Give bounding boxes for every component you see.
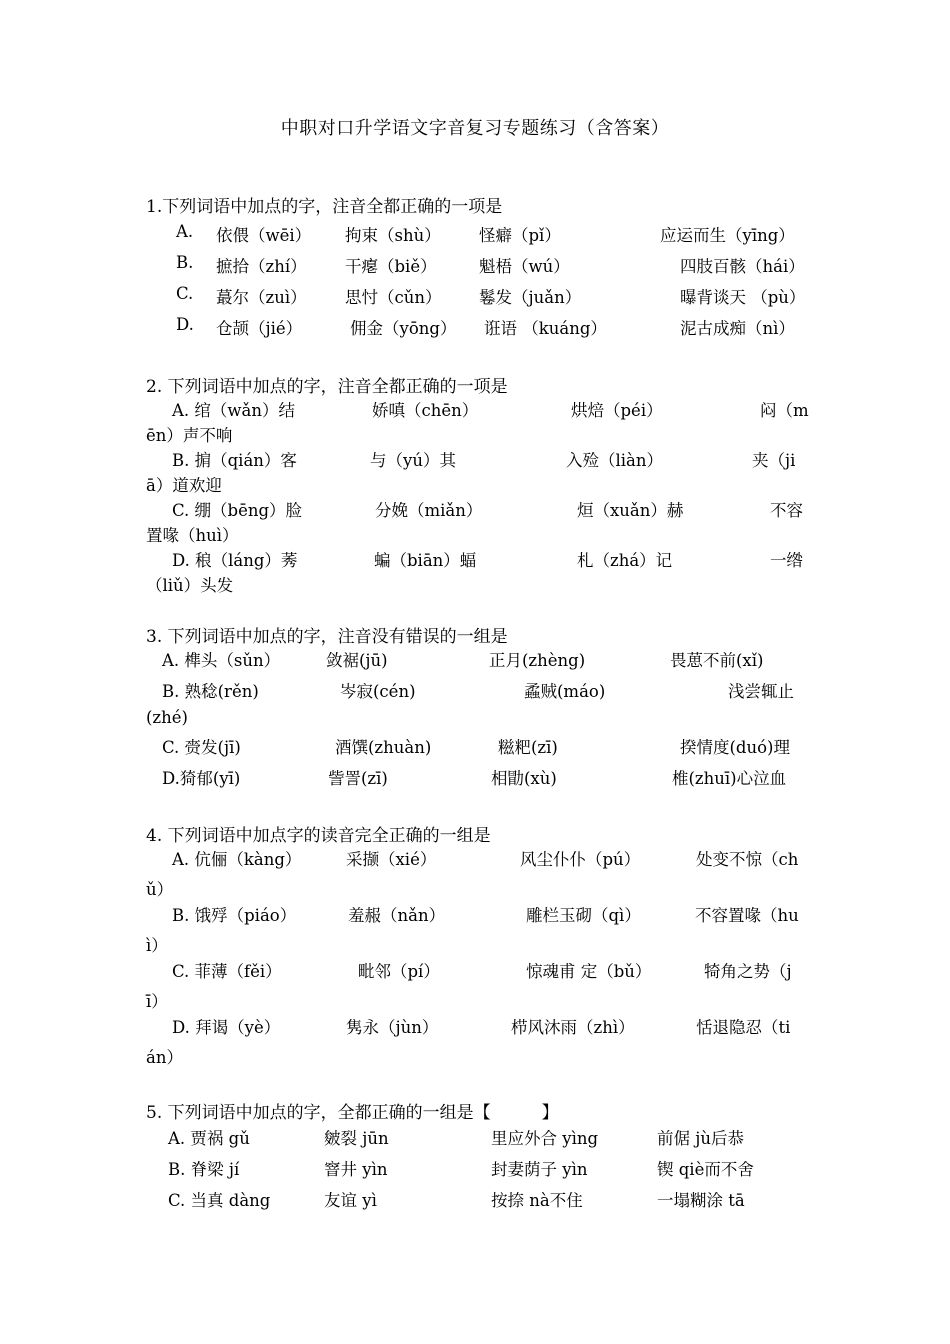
option-item: 札（zhá）记 <box>577 551 673 570</box>
question-4-option-d <box>0 1014 950 1040</box>
option-item: A. 榫头（sǔn） <box>162 651 281 670</box>
option-item: 封妻荫子 yìn <box>491 1160 588 1179</box>
option-item: 拘束（shù） <box>345 226 441 245</box>
option-item: 羞赧（nǎn） <box>348 906 446 925</box>
option-item: 正月(zhèng) <box>489 651 586 670</box>
question-1-option-b <box>0 253 950 279</box>
option-item: 风尘仆仆（pú） <box>520 850 641 869</box>
option-item: 浅尝辄止 <box>728 682 794 701</box>
option-item: C. 绷（bēng）脸 <box>172 501 303 520</box>
question-4-stem: 4. 下列词语中加点字的读音完全正确的一组是 <box>146 826 491 846</box>
question-1-option-a <box>0 222 950 248</box>
question-1-option-d <box>0 315 950 341</box>
option-letter: A. <box>176 222 194 241</box>
option-letter: B. <box>176 253 194 272</box>
question-3-option-d <box>0 765 950 791</box>
option-item: 畏葸不前(xǐ) <box>670 651 764 670</box>
option-item: 诳语 （kuáng） <box>484 319 607 338</box>
option-item: A. 贾祸 gǔ <box>168 1129 250 1148</box>
option-item: 曝背谈天 （pù） <box>680 288 806 307</box>
option-item: 岑寂(cén) <box>340 682 416 701</box>
option-item: D. 稂（láng）莠 <box>172 551 298 570</box>
question-3-stem: 3. 下列词语中加点的字，注音没有错误的一组是 <box>146 627 508 647</box>
question-3-option-a <box>0 647 950 673</box>
option-item: 泥古成痴（nì） <box>680 319 795 338</box>
question-4-option-b <box>0 902 950 928</box>
option-item: 恬退隐忍（ti <box>696 1018 791 1037</box>
option-item: 依偎（wēi） <box>216 226 312 245</box>
option-item: C. 赍发(jī) <box>162 738 241 757</box>
option-item: 一塌糊涂 tā <box>657 1191 745 1210</box>
option-item: 魁梧（wú） <box>479 257 570 276</box>
option-item: 怪癖（pǐ） <box>479 226 561 245</box>
option-continuation: ēn）声不响 <box>146 426 233 445</box>
option-item: 分娩（miǎn） <box>375 501 483 520</box>
option-item: 一绺 <box>770 551 803 570</box>
question-2-option-c <box>0 497 950 523</box>
option-item: 不容置喙（hu <box>695 906 799 925</box>
option-item: 栉风沐雨（zhì） <box>511 1018 635 1037</box>
question-3-option-c <box>0 734 950 760</box>
option-item: 入殓（liàn） <box>566 451 664 470</box>
option-item: 里应外合 yìng <box>491 1129 599 1148</box>
option-item: 皴裂 jūn <box>324 1129 389 1148</box>
option-item: 佣金（yōng） <box>350 319 457 338</box>
option-item: 仓颉（jié） <box>216 319 303 338</box>
option-item: 烘焙（péi） <box>571 401 663 420</box>
question-2-option-a <box>0 397 950 423</box>
option-item: 友谊 yì <box>324 1191 377 1210</box>
option-item: 敛裾(jū) <box>326 651 388 670</box>
option-item: B. 熟稔(rěn) <box>162 682 259 701</box>
option-item: 娇嗔（chēn） <box>372 401 479 420</box>
option-item: D.猗郁(yī) <box>162 769 241 788</box>
option-item: 应运而生（yīng） <box>660 226 795 245</box>
question-3-option-b <box>0 678 950 704</box>
option-item: 椎(zhuī)心泣血 <box>672 769 787 788</box>
option-item: 夹（ji <box>752 451 796 470</box>
option-item: A. 绾（wǎn）结 <box>172 401 295 420</box>
option-item: 相勖(xù) <box>491 769 557 788</box>
option-item: C. 当真 dàng <box>168 1191 271 1210</box>
option-continuation: (zhé) <box>146 708 188 727</box>
question-4-option-c <box>0 958 950 984</box>
option-item: 四肢百骸（hái） <box>680 257 805 276</box>
option-item: 采撷（xié） <box>346 850 437 869</box>
option-item: 毗邻（pí） <box>358 962 440 981</box>
question-2-option-b <box>0 447 950 473</box>
question-2-stem: 2. 下列词语中加点的字，注音全都正确的一项是 <box>146 377 508 397</box>
option-letter: C. <box>176 284 194 303</box>
option-item: 窨井 yìn <box>324 1160 388 1179</box>
option-item: 蕞尔（zuì） <box>216 288 307 307</box>
option-item: D. 拜谒（yè） <box>172 1018 281 1037</box>
option-item: 前倨 jù后恭 <box>657 1129 744 1148</box>
question-5-stem: 5. 下列词语中加点的字，全都正确的一组是【 】 <box>146 1103 559 1123</box>
option-item: 摭拾（zhí） <box>216 257 307 276</box>
option-continuation: 置喙（huì） <box>146 526 239 545</box>
option-item: C. 菲薄（fěi） <box>172 962 282 981</box>
option-item: 按捺 nà不住 <box>491 1191 583 1210</box>
option-item: 锲 qiè而不舍 <box>657 1160 754 1179</box>
option-letter: D. <box>176 315 194 334</box>
option-item: B. 掮（qián）客 <box>172 451 297 470</box>
option-item: 隽永（jùn） <box>346 1018 439 1037</box>
option-continuation: ǔ） <box>146 880 174 899</box>
option-item: 犄角之势（j <box>704 962 792 981</box>
question-5-option-b <box>0 1156 950 1182</box>
option-item: 酒馔(zhuàn) <box>335 738 432 757</box>
option-item: 不容 <box>770 501 803 520</box>
question-5-option-a <box>0 1125 950 1151</box>
question-1-option-c <box>0 284 950 310</box>
option-item: 烜（xuǎn）赫 <box>577 501 684 520</box>
option-item: 干瘪（biě） <box>345 257 437 276</box>
option-item: 与（yú）其 <box>370 451 456 470</box>
question-2-option-d <box>0 547 950 573</box>
option-item: 雕栏玉砌（qì） <box>526 906 641 925</box>
option-item: 糍粑(zī) <box>498 738 558 757</box>
option-continuation: ī） <box>146 992 168 1011</box>
option-continuation: án） <box>146 1048 183 1067</box>
option-item: 鬈发（juǎn） <box>479 288 582 307</box>
option-item: 訾詈(zī) <box>328 769 388 788</box>
option-item: B. 饿殍（piáo） <box>172 906 297 925</box>
question-5-option-c <box>0 1187 950 1213</box>
option-item: 处变不惊（ch <box>696 850 799 869</box>
option-continuation: ì） <box>146 936 168 955</box>
option-item: 闷（m <box>760 401 809 420</box>
option-continuation: ā）道欢迎 <box>146 476 222 495</box>
question-4-option-a <box>0 846 950 872</box>
option-item: 惊魂甫 定（bǔ） <box>526 962 652 981</box>
option-item: A. 伉俪（kàng） <box>172 850 302 869</box>
option-item: B. 脊梁 jí <box>168 1160 240 1179</box>
page-title: 中职对口升学语文字音复习专题练习（含答案） <box>280 118 670 139</box>
option-item: 揆情度(duó)理 <box>680 738 790 757</box>
option-item: 蟊贼(máo) <box>524 682 606 701</box>
option-item: 思忖（cǔn） <box>345 288 442 307</box>
option-item: 蝙（biān）蝠 <box>374 551 477 570</box>
question-1-stem: 1.下列词语中加点的字，注音全都正确的一项是 <box>146 197 503 217</box>
option-continuation: （liǔ）头发 <box>146 576 234 595</box>
